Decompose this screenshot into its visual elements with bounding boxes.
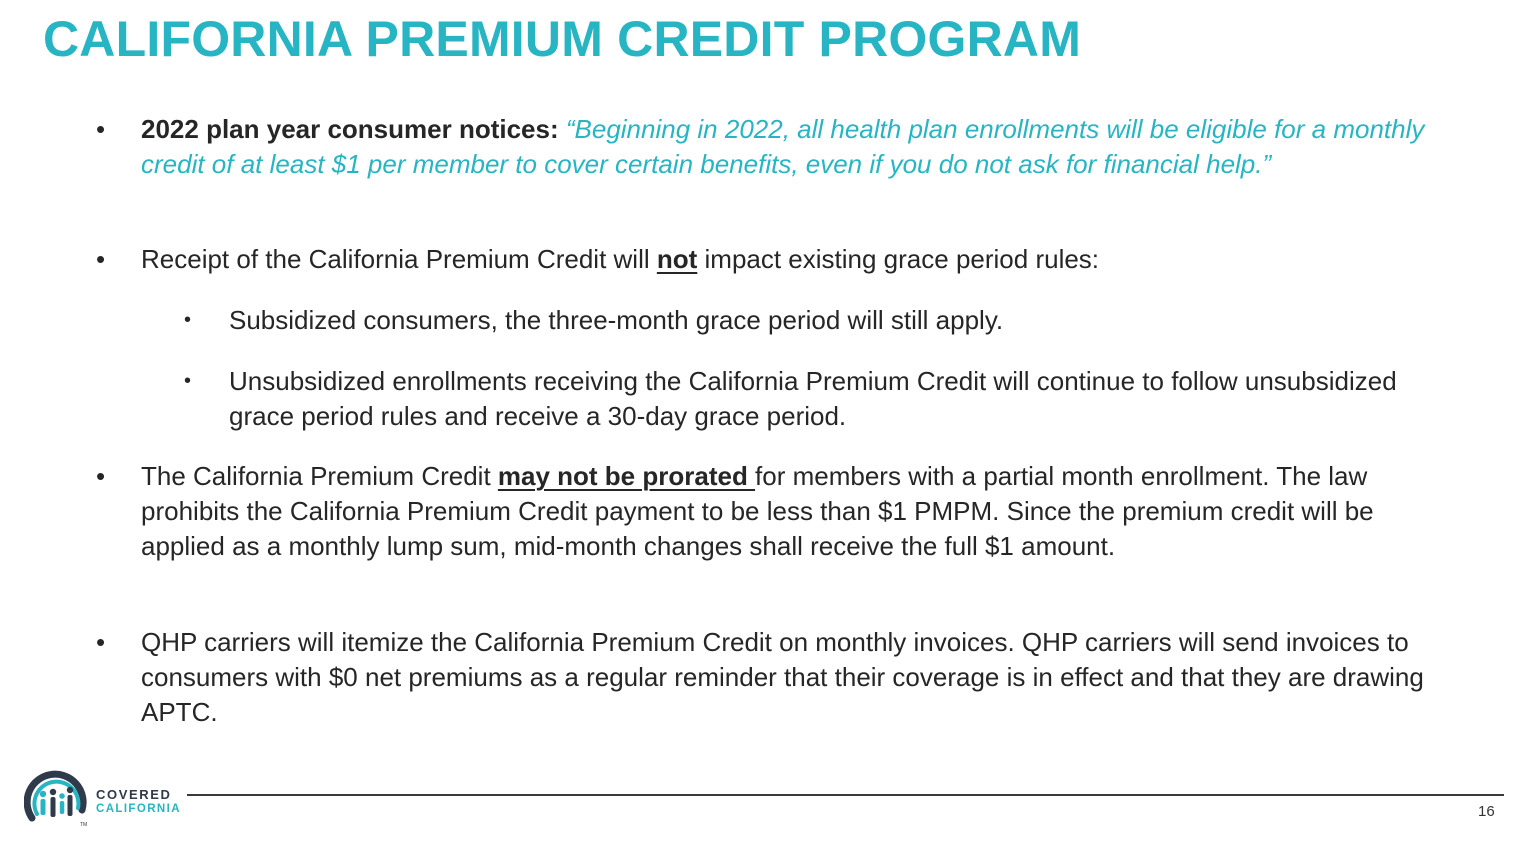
- footer-divider: [187, 794, 1504, 796]
- logo-wordmark: [96, 788, 181, 816]
- bullet-text: [141, 112, 1431, 182]
- bullet-text: QHP carriers will itemize the California Premium Credit on monthly invoices. QHP carriers will send invoices to consumers with $0 net premiums as a regular reminder that their coverage is in effect and that they are drawing APTC.: [141, 627, 1424, 727]
- prorate-post: for members with a partial month enrollment. The law prohibits the California Premium Credit payment to be less than $1 PMPM. Since the premium credit will be applied as a monthly lump sum, mid-month changes shall receive the full $1 amount.: [141, 461, 1374, 561]
- sub-bullet-marker: •: [184, 309, 192, 331]
- bullet-marker: •: [96, 627, 106, 657]
- bullet-marker: •: [96, 244, 106, 274]
- grace-post: impact existing grace period rules:: [697, 244, 1100, 274]
- grace-emphasis: not: [656, 244, 698, 274]
- sub-bullet-text: Subsidized consumers, the three-month grace period will still apply.: [229, 305, 1004, 335]
- logo-line-california: CALIFORNIA: [96, 803, 181, 815]
- logo-trademark: TM: [80, 822, 88, 828]
- page-number: 16: [1478, 803, 1495, 820]
- sub-bullet-text: Unsubsidized enrollments receiving the California Premium Credit will continue to follow unsubsidized grace period rules and receive a 30-day grace period.: [229, 366, 1397, 431]
- bullet-marker: •: [96, 461, 106, 491]
- bullet-text: [141, 242, 1431, 277]
- prorate-emphasis: may not be prorated: [497, 461, 756, 491]
- logo-mark-icon: [24, 770, 94, 830]
- prorate-pre: The California Premium Credit: [141, 461, 498, 491]
- slide-title: CALIFORNIA PREMIUM CREDIT PROGRAM: [43, 11, 1082, 67]
- notice-quote: “Beginning in 2022, all health plan enrollments will be eligible for a monthly credit of at least $1 per member to cover certain benefits, even if you do not ask for financial help.”: [141, 114, 1425, 179]
- sub-bullet-marker: •: [184, 370, 192, 392]
- covered-california-logo: [24, 770, 184, 830]
- notice-label: 2022 plan year consumer notices:: [141, 114, 559, 144]
- bullet-marker: •: [96, 114, 106, 144]
- bullet-text: [141, 459, 1431, 564]
- logo-line-covered: COVERED: [96, 787, 172, 802]
- grace-pre: Receipt of the California Premium Credit will: [141, 244, 657, 274]
